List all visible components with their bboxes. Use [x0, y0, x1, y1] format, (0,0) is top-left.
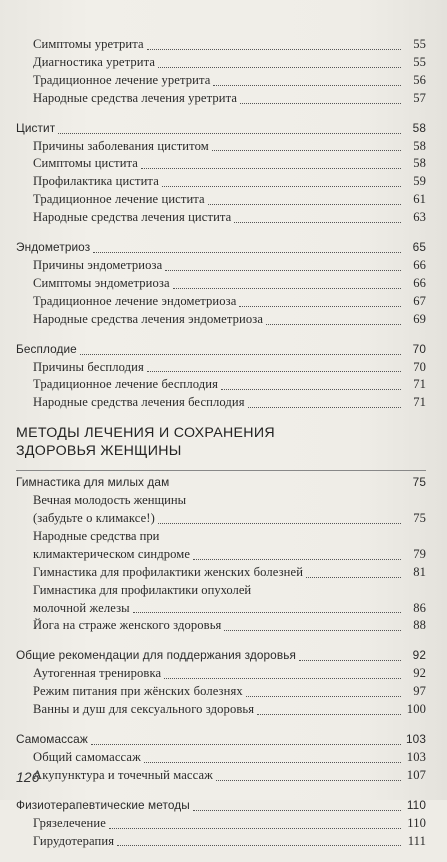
chapter-page: 75	[412, 475, 426, 490]
toc-chapter	[16, 647, 426, 665]
entry-title: Народные средства лечения уретрита	[33, 90, 238, 105]
chapter-page: 103	[406, 732, 426, 746]
dot-leader	[173, 287, 401, 289]
dot-leader	[216, 779, 401, 781]
toc-entry	[16, 275, 426, 293]
dot-leader	[234, 221, 401, 223]
dot-leader	[248, 406, 401, 408]
entry-page: 66	[413, 275, 426, 290]
dot-leader	[299, 659, 401, 661]
dot-leader	[239, 305, 401, 307]
toc-entry	[16, 36, 426, 54]
dot-leader	[158, 522, 401, 524]
chapter-title: Эндометриоз	[16, 240, 91, 255]
toc-entry	[16, 311, 426, 329]
chapter-title: Физиотерапевтические методы	[16, 797, 190, 812]
dot-leader	[80, 353, 401, 355]
toc-entry	[16, 90, 426, 108]
entry-title: Ванны и душ для сексуального здоровья	[33, 702, 255, 717]
entry-title: Симптомы цистита	[33, 156, 138, 171]
dot-leader	[144, 761, 401, 763]
entry-page: 67	[413, 293, 426, 308]
chapter-page: 65	[412, 240, 426, 255]
toc-entry	[16, 376, 426, 394]
dot-leader	[109, 827, 401, 829]
page-number: 126	[16, 769, 40, 785]
entry-title-line: Вечная молодость женщины	[33, 493, 187, 508]
part-heading-line: МЕТОДЫ ЛЕЧЕНИЯ И СОХРАНЕНИЯ	[16, 425, 275, 442]
chapter-page: 70	[412, 341, 426, 356]
toc-section-self-massage	[16, 731, 426, 785]
entry-title-line: Гимнастика для профилактики опухолей	[33, 582, 252, 597]
toc-entry	[16, 683, 426, 701]
toc-chapter	[16, 120, 426, 138]
entry-title-line: Народные средства при	[33, 528, 160, 543]
toc-entry	[16, 54, 426, 72]
toc-entry	[16, 138, 426, 156]
dot-leader	[240, 102, 401, 104]
entry-page: 58	[413, 156, 426, 171]
dot-leader	[117, 844, 401, 846]
chapter-page: 92	[412, 648, 426, 663]
toc-entry	[16, 815, 426, 833]
toc-entry	[16, 293, 426, 311]
dot-leader	[221, 388, 401, 390]
dot-leader	[193, 558, 401, 560]
toc-entry	[16, 701, 426, 719]
entry-title: Гимнастика для профилактики женских болезней	[33, 564, 304, 579]
entry-title: Причины заболевания циститом	[33, 138, 209, 153]
entry-page: 70	[413, 359, 426, 374]
entry-last-line	[33, 546, 426, 564]
toc-section-infertility	[16, 341, 426, 413]
toc-entry	[16, 564, 426, 582]
entry-page: 55	[413, 54, 426, 69]
entry-page: 59	[413, 174, 426, 189]
chapter-title: Бесплодие	[16, 341, 77, 356]
chapter-title: Общие рекомендации для поддержания здоровья	[16, 648, 296, 663]
entry-page: 75	[413, 511, 426, 526]
toc-chapter	[16, 474, 426, 492]
entry-page: 71	[413, 377, 426, 392]
entry-last-line	[33, 510, 426, 528]
table-of-contents	[16, 36, 426, 862]
toc-entry	[16, 359, 426, 377]
toc-entry	[16, 767, 426, 785]
entry-page: 79	[413, 546, 426, 561]
dot-leader	[306, 576, 401, 578]
entry-title-line: (забудьте о климаксе!)	[33, 511, 155, 526]
toc-entry-multiline	[16, 492, 426, 528]
entry-title: Народные средства лечения эндометриоза	[33, 311, 264, 326]
part-heading	[16, 424, 426, 460]
entry-page: 110	[407, 815, 426, 830]
toc-entry-multiline	[16, 528, 426, 564]
entry-page: 69	[413, 311, 426, 326]
entry-page: 92	[413, 666, 426, 681]
toc-entry	[16, 833, 426, 851]
dot-leader	[91, 743, 401, 745]
entry-page: 71	[413, 395, 426, 410]
entry-page: 107	[406, 767, 426, 782]
toc-entry	[16, 257, 426, 275]
dot-leader	[213, 84, 401, 86]
toc-section-endometriosis	[16, 239, 426, 329]
toc-chapter	[16, 239, 426, 257]
toc-entry	[16, 155, 426, 173]
entry-title-line: климактерическом синдроме	[33, 546, 191, 561]
dot-leader	[133, 611, 401, 613]
toc-chapter	[16, 341, 426, 359]
dot-leader	[158, 66, 401, 68]
dot-leader	[147, 48, 401, 50]
entry-page: 97	[413, 684, 426, 699]
dot-leader	[266, 323, 401, 325]
toc-section-cystitis	[16, 120, 426, 227]
toc-chapter	[16, 731, 426, 749]
toc-entry-multiline	[16, 582, 426, 618]
dot-leader	[257, 713, 401, 715]
entry-page: 55	[413, 37, 426, 51]
chapter-title: Самомассаж	[16, 732, 88, 746]
toc-entry	[16, 749, 426, 767]
dot-leader	[147, 370, 401, 372]
entry-page: 100	[406, 702, 426, 717]
part-heading-line: ЗДОРОВЬЯ ЖЕНЩИНЫ	[16, 443, 182, 460]
dot-leader	[58, 132, 401, 134]
entry-title: Традиционное лечение уретрита	[33, 72, 211, 87]
entry-last-line	[33, 600, 426, 618]
dot-leader	[141, 167, 401, 169]
entry-title: Йога на страже женского здоровья	[33, 618, 222, 633]
dot-leader	[162, 185, 401, 187]
chapter-title: Гимнастика для милых дам	[16, 475, 170, 490]
entry-title: Диагностика уретрита	[33, 54, 156, 69]
dot-leader	[246, 695, 401, 697]
toc-entry	[16, 173, 426, 191]
entry-title: Профилактика цистита	[33, 174, 159, 189]
entry-page: 88	[413, 618, 426, 633]
entry-page: 111	[407, 833, 426, 848]
entry-title: Традиционное лечение бесплодия	[33, 377, 219, 392]
entry-title: Гирудотерапия	[33, 833, 115, 848]
toc-entry	[16, 617, 426, 635]
entry-title: Традиционное лечение эндометриоза	[33, 293, 237, 308]
entry-title: Грязелечение	[33, 815, 106, 830]
chapter-title: Цистит	[16, 120, 56, 135]
toc-entry	[16, 191, 426, 209]
entry-title: Причины эндометриоза	[33, 257, 163, 272]
heading-rule	[16, 470, 426, 471]
entry-page: 103	[406, 749, 426, 764]
entry-title: Аутогенная тренировка	[33, 666, 162, 681]
entry-title: Традиционное лечение цистита	[33, 192, 205, 207]
toc-section-recommendations	[16, 647, 426, 719]
toc-section-physiotherapy	[16, 797, 426, 851]
entry-page: 61	[413, 192, 426, 207]
chapter-page: 110	[406, 797, 426, 812]
dot-leader	[208, 203, 401, 205]
entry-page: 56	[413, 72, 426, 87]
entry-page: 58	[413, 138, 426, 153]
entry-title: Народные средства лечения бесплодия	[33, 395, 245, 410]
toc-section-gymnastics	[16, 474, 426, 635]
dot-leader	[224, 629, 401, 631]
entry-page: 57	[413, 90, 426, 105]
entry-page: 86	[413, 600, 426, 615]
entry-title: Режим питания при жёнских болезнях	[33, 684, 243, 699]
toc-entry	[16, 209, 426, 227]
toc-entry	[16, 72, 426, 90]
entry-title-line: молочной железы	[33, 600, 130, 615]
toc-entry	[16, 394, 426, 412]
chapter-page: 58	[412, 120, 426, 135]
entry-title: Общий самомассаж	[33, 749, 141, 764]
dot-leader	[164, 677, 401, 679]
entry-page: 63	[413, 210, 426, 225]
entry-title: Народные средства лечения цистита	[33, 210, 232, 225]
entry-title: Причины бесплодия	[33, 359, 144, 374]
entry-title: Акупунктура и точечный массаж	[33, 767, 213, 782]
entry-title: Симптомы уретрита	[33, 37, 144, 51]
entry-page: 81	[413, 564, 426, 579]
entry-page: 66	[413, 257, 426, 272]
toc-chapter	[16, 797, 426, 815]
dot-leader	[165, 269, 401, 271]
toc-entry	[16, 665, 426, 683]
toc-section-urethritis	[16, 36, 426, 108]
dot-leader	[212, 149, 401, 151]
entry-title: Симптомы эндометриоза	[33, 275, 170, 290]
dot-leader	[93, 251, 401, 253]
blank-leader	[172, 487, 401, 488]
dot-leader	[193, 809, 401, 811]
